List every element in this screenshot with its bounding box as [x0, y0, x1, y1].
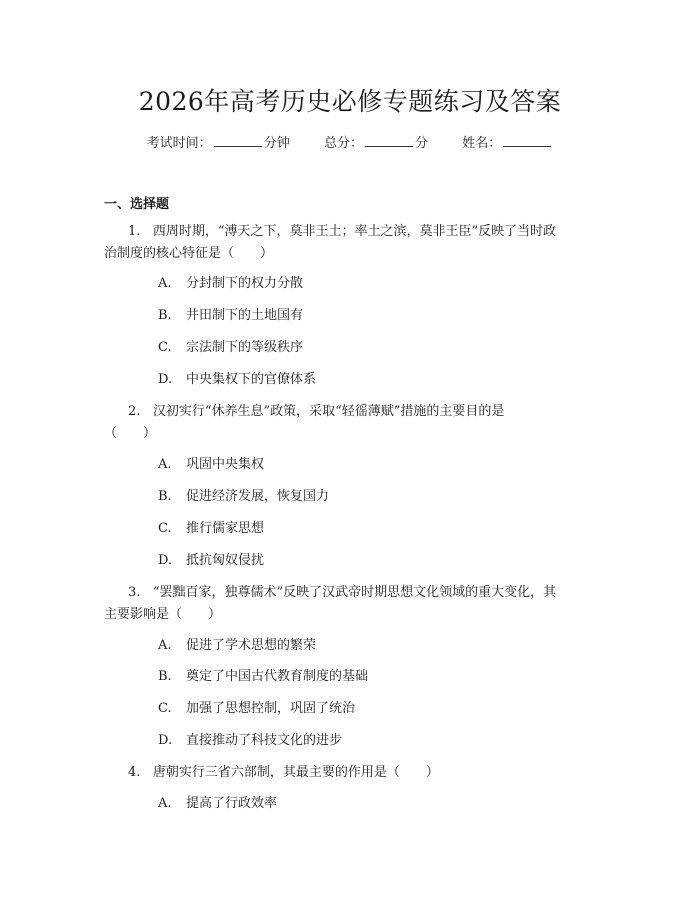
option-2c [158, 520, 264, 538]
time-unit: 分钟 [263, 136, 290, 151]
question-text-line1: “罢黜百家，独尊儒术”反映了汉武帝时期思想文化领域的重大变化，其 [152, 585, 557, 600]
question-text-line1: 西周时期，“溥天之下，莫非王土；率土之滨，莫非王臣”反映了当时政 [152, 224, 557, 239]
question-3 [104, 582, 604, 626]
question-2 [104, 401, 604, 445]
option-letter: A. [158, 457, 172, 472]
question-text-line1: 汉初实行“休养生息”政策，采取“轻徭薄赋”措施的主要目的是 [152, 404, 505, 419]
option-letter: D. [158, 553, 173, 568]
option-3d [158, 732, 342, 750]
option-text: 宗法制下的等级秩序 [186, 340, 304, 355]
question-text-line2: （ ） [104, 426, 157, 441]
name-label: 姓名： [462, 136, 502, 151]
option-letter: C. [158, 521, 172, 536]
name-blank [503, 134, 551, 147]
page-title: 2026年高考历史必修专题练习及答案 [138, 87, 562, 116]
question-number: 1. [128, 224, 141, 239]
question-text-line2: 主要影响是（ ） [104, 607, 222, 622]
option-text: 奠定了中国古代教育制度的基础 [186, 669, 369, 684]
option-3b [158, 668, 368, 686]
option-text: 推行儒家思想 [186, 521, 265, 536]
option-text: 加强了思想控制，巩固了统治 [186, 701, 356, 716]
score-label: 总分： [323, 136, 363, 151]
option-3a [158, 637, 316, 655]
time-label: 考试时间： [146, 136, 212, 151]
option-1d [158, 371, 316, 389]
option-2d [158, 552, 264, 570]
option-letter: A. [158, 796, 172, 811]
section-title: 一、选择题 [104, 197, 170, 212]
option-text: 直接推动了科技文化的进步 [186, 733, 343, 748]
option-letter: C. [158, 340, 172, 355]
option-letter: A. [158, 638, 172, 653]
option-text: 井田制下的土地国有 [186, 308, 304, 323]
question-1 [104, 221, 604, 265]
question-number: 3. [128, 585, 141, 600]
option-4a [158, 795, 277, 813]
option-2b [158, 488, 329, 506]
time-blank [214, 134, 262, 147]
option-text: 抵抗匈奴侵扰 [186, 553, 265, 568]
option-letter: D. [158, 733, 173, 748]
option-letter: B. [158, 489, 172, 504]
question-number: 2. [128, 404, 141, 419]
score-blank [365, 134, 413, 147]
option-letter: A. [158, 276, 172, 291]
exam-meta [0, 132, 700, 151]
option-letter: B. [158, 669, 172, 684]
option-letter: C. [158, 701, 172, 716]
option-text: 促进经济发展，恢复国力 [186, 489, 330, 504]
option-text: 巩固中央集权 [186, 457, 265, 472]
question-4 [104, 762, 604, 784]
question-text-line2: 治制度的核心特征是（ ） [104, 246, 274, 261]
score-unit: 分 [415, 136, 429, 151]
option-2a [158, 456, 264, 474]
option-3c [158, 700, 355, 718]
option-text: 中央集权下的官僚体系 [186, 372, 317, 387]
question-text-line1: 唐朝实行三省六部制，其最主要的作用是（ ） [152, 765, 439, 780]
option-text: 提高了行政效率 [186, 796, 278, 811]
option-letter: D. [158, 372, 173, 387]
option-1a [158, 275, 303, 293]
option-1b [158, 307, 303, 325]
option-1c [158, 339, 303, 357]
option-text: 分封制下的权力分散 [186, 276, 304, 291]
option-letter: B. [158, 308, 172, 323]
question-number: 4. [128, 765, 141, 780]
option-text: 促进了学术思想的繁荣 [186, 638, 317, 653]
